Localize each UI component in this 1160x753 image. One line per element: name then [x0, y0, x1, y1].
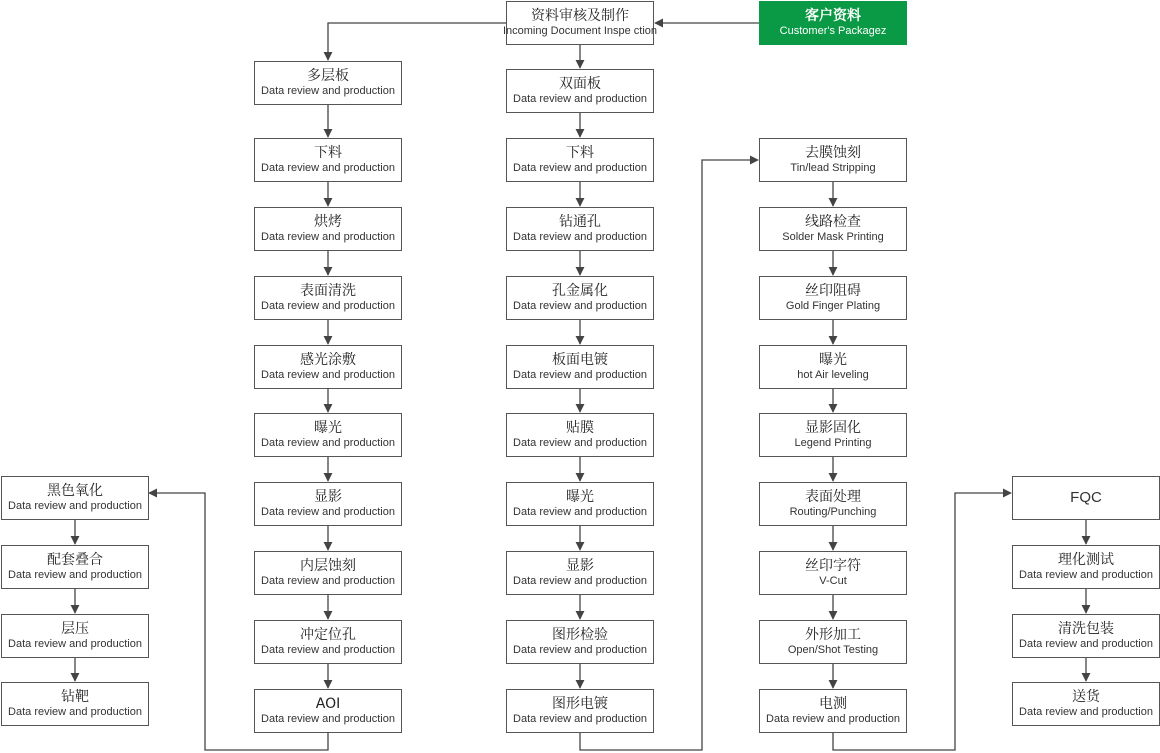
- step-label-en: Data review and production: [261, 505, 395, 518]
- step-label-en: Data review and production: [513, 574, 647, 587]
- process-step-node: [759, 276, 907, 320]
- step-label-en: Data review and production: [513, 161, 647, 174]
- step-label-cn: 显影: [566, 558, 594, 574]
- process-step-node: [759, 345, 907, 389]
- process-step-node: [506, 689, 654, 733]
- step-label-en: Data review and production: [513, 712, 647, 725]
- process-step-node: [1, 614, 149, 658]
- step-label-cn: 冲定位孔: [300, 627, 356, 643]
- step-label-en: Tin/lead Stripping: [790, 161, 876, 174]
- step-label-en: Data review and production: [513, 368, 647, 381]
- step-label-cn: 钻靶: [61, 689, 89, 705]
- process-step-node: [506, 413, 654, 457]
- process-step-node: [506, 138, 654, 182]
- step-label-en: Data review and production: [261, 161, 395, 174]
- process-step-node: [759, 138, 907, 182]
- step-label-cn: 图形电镀: [552, 696, 608, 712]
- customer-package-cn: 客户资料: [805, 8, 861, 24]
- process-step-node: [759, 482, 907, 526]
- process-step-node: [1012, 614, 1160, 658]
- step-label-cn: 黑色氧化: [47, 483, 103, 499]
- step-label-cn: 感光涂敷: [300, 352, 356, 368]
- step-label-cn: 曝光: [819, 352, 847, 368]
- step-label-cn: 曝光: [314, 420, 342, 436]
- process-step-node: [759, 551, 907, 595]
- step-label-cn: 层压: [61, 621, 89, 637]
- step-label-en: Data review and production: [261, 712, 395, 725]
- document-inspection-node: [502, 1, 658, 45]
- process-step-node: [1012, 545, 1160, 589]
- process-step-node: [254, 689, 402, 733]
- step-label-en: Data review and production: [1019, 705, 1153, 718]
- step-label-cn: AOI: [315, 696, 341, 712]
- step-label-en: Solder Mask Printing: [782, 230, 884, 243]
- branch-arrow-multilayer: [328, 23, 506, 60]
- process-step-node: [1, 682, 149, 726]
- step-label-en: V-Cut: [819, 574, 847, 587]
- step-label-en: Data review and production: [261, 574, 395, 587]
- step-label-cn: 表面处理: [805, 489, 861, 505]
- document-inspection-en: Incoming Document Inspe ction: [502, 24, 658, 37]
- step-label-en: Data review and production: [513, 299, 647, 312]
- process-step-node: [1, 476, 149, 520]
- step-label-cn: 钻通孔: [559, 214, 601, 230]
- step-label-en: Data review and production: [8, 637, 142, 650]
- process-step-node: [254, 482, 402, 526]
- process-step-node: [254, 551, 402, 595]
- step-label-en: Gold Finger Plating: [785, 299, 881, 312]
- process-step-node: [254, 413, 402, 457]
- step-label-en: Legend Printing: [794, 436, 872, 449]
- process-step-node: [1012, 682, 1160, 726]
- step-label-en: FQC: [1070, 489, 1102, 506]
- step-label-cn: 配套叠合: [47, 552, 103, 568]
- step-label-en: Data review and production: [513, 92, 647, 105]
- step-label-cn: 去膜蚀刻: [805, 145, 861, 161]
- step-label-cn: 双面板: [559, 76, 601, 92]
- step-label-cn: 丝印阻碍: [805, 283, 861, 299]
- process-step-node: [254, 61, 402, 105]
- customer-package-node: [759, 1, 907, 45]
- step-label-cn: 下料: [566, 145, 594, 161]
- process-step-node: [254, 620, 402, 664]
- process-step-node: [254, 138, 402, 182]
- step-label-cn: 孔金属化: [552, 283, 608, 299]
- step-label-en: Data review and production: [1019, 637, 1153, 650]
- step-label-cn: 下料: [314, 145, 342, 161]
- step-label-en: Data review and production: [8, 568, 142, 581]
- step-label-cn: 图形检验: [552, 627, 608, 643]
- document-inspection-cn: 资料审核及制作: [531, 8, 629, 24]
- step-label-cn: 贴膜: [566, 420, 594, 436]
- step-label-en: Data review and production: [513, 643, 647, 656]
- process-step-node: [1012, 476, 1160, 520]
- step-label-en: Routing/Punching: [789, 505, 877, 518]
- process-step-node: [506, 620, 654, 664]
- step-label-cn: 板面电镀: [552, 352, 608, 368]
- process-step-node: [759, 413, 907, 457]
- process-step-node: [506, 345, 654, 389]
- customer-package-en: Customer's Packagez: [779, 24, 887, 37]
- step-label-cn: 线路检查: [805, 214, 861, 230]
- process-step-node: [254, 207, 402, 251]
- process-step-node: [254, 276, 402, 320]
- step-label-cn: 多层板: [307, 68, 349, 84]
- step-label-cn: 理化测试: [1058, 552, 1114, 568]
- step-label-cn: 烘烤: [314, 214, 342, 230]
- step-label-en: Data review and production: [261, 299, 395, 312]
- step-label-en: Open/Shot Testing: [787, 643, 879, 656]
- step-label-en: Data review and production: [513, 505, 647, 518]
- process-step-node: [759, 689, 907, 733]
- step-label-en: Data review and production: [513, 230, 647, 243]
- step-label-cn: 显影固化: [805, 420, 861, 436]
- step-label-en: Data review and production: [8, 705, 142, 718]
- step-label-cn: 外形加工: [805, 627, 861, 643]
- step-label-cn: 丝印字符: [805, 558, 861, 574]
- step-label-en: Data review and production: [513, 436, 647, 449]
- process-step-node: [506, 207, 654, 251]
- step-label-en: Data review and production: [261, 84, 395, 97]
- step-label-en: Data review and production: [8, 499, 142, 512]
- step-label-en: Data review and production: [261, 643, 395, 656]
- process-step-node: [506, 276, 654, 320]
- process-step-node: [759, 207, 907, 251]
- step-label-cn: 内层蚀刻: [300, 558, 356, 574]
- step-label-en: Data review and production: [1019, 568, 1153, 581]
- step-label-cn: 曝光: [566, 489, 594, 505]
- step-label-en: Data review and production: [766, 712, 900, 725]
- step-label-en: Data review and production: [261, 230, 395, 243]
- step-label-cn: 送货: [1072, 689, 1100, 705]
- process-step-node: [254, 345, 402, 389]
- process-step-node: [1, 545, 149, 589]
- step-label-cn: 表面清洗: [300, 283, 356, 299]
- process-step-node: [506, 69, 654, 113]
- step-label-cn: 电测: [819, 696, 847, 712]
- process-step-node: [759, 620, 907, 664]
- step-label-cn: 显影: [314, 489, 342, 505]
- process-step-node: [506, 551, 654, 595]
- step-label-en: Data review and production: [261, 436, 395, 449]
- process-step-node: [506, 482, 654, 526]
- step-label-en: Data review and production: [261, 368, 395, 381]
- step-label-en: hot Air leveling: [797, 368, 869, 381]
- step-label-cn: 清洗包装: [1058, 621, 1114, 637]
